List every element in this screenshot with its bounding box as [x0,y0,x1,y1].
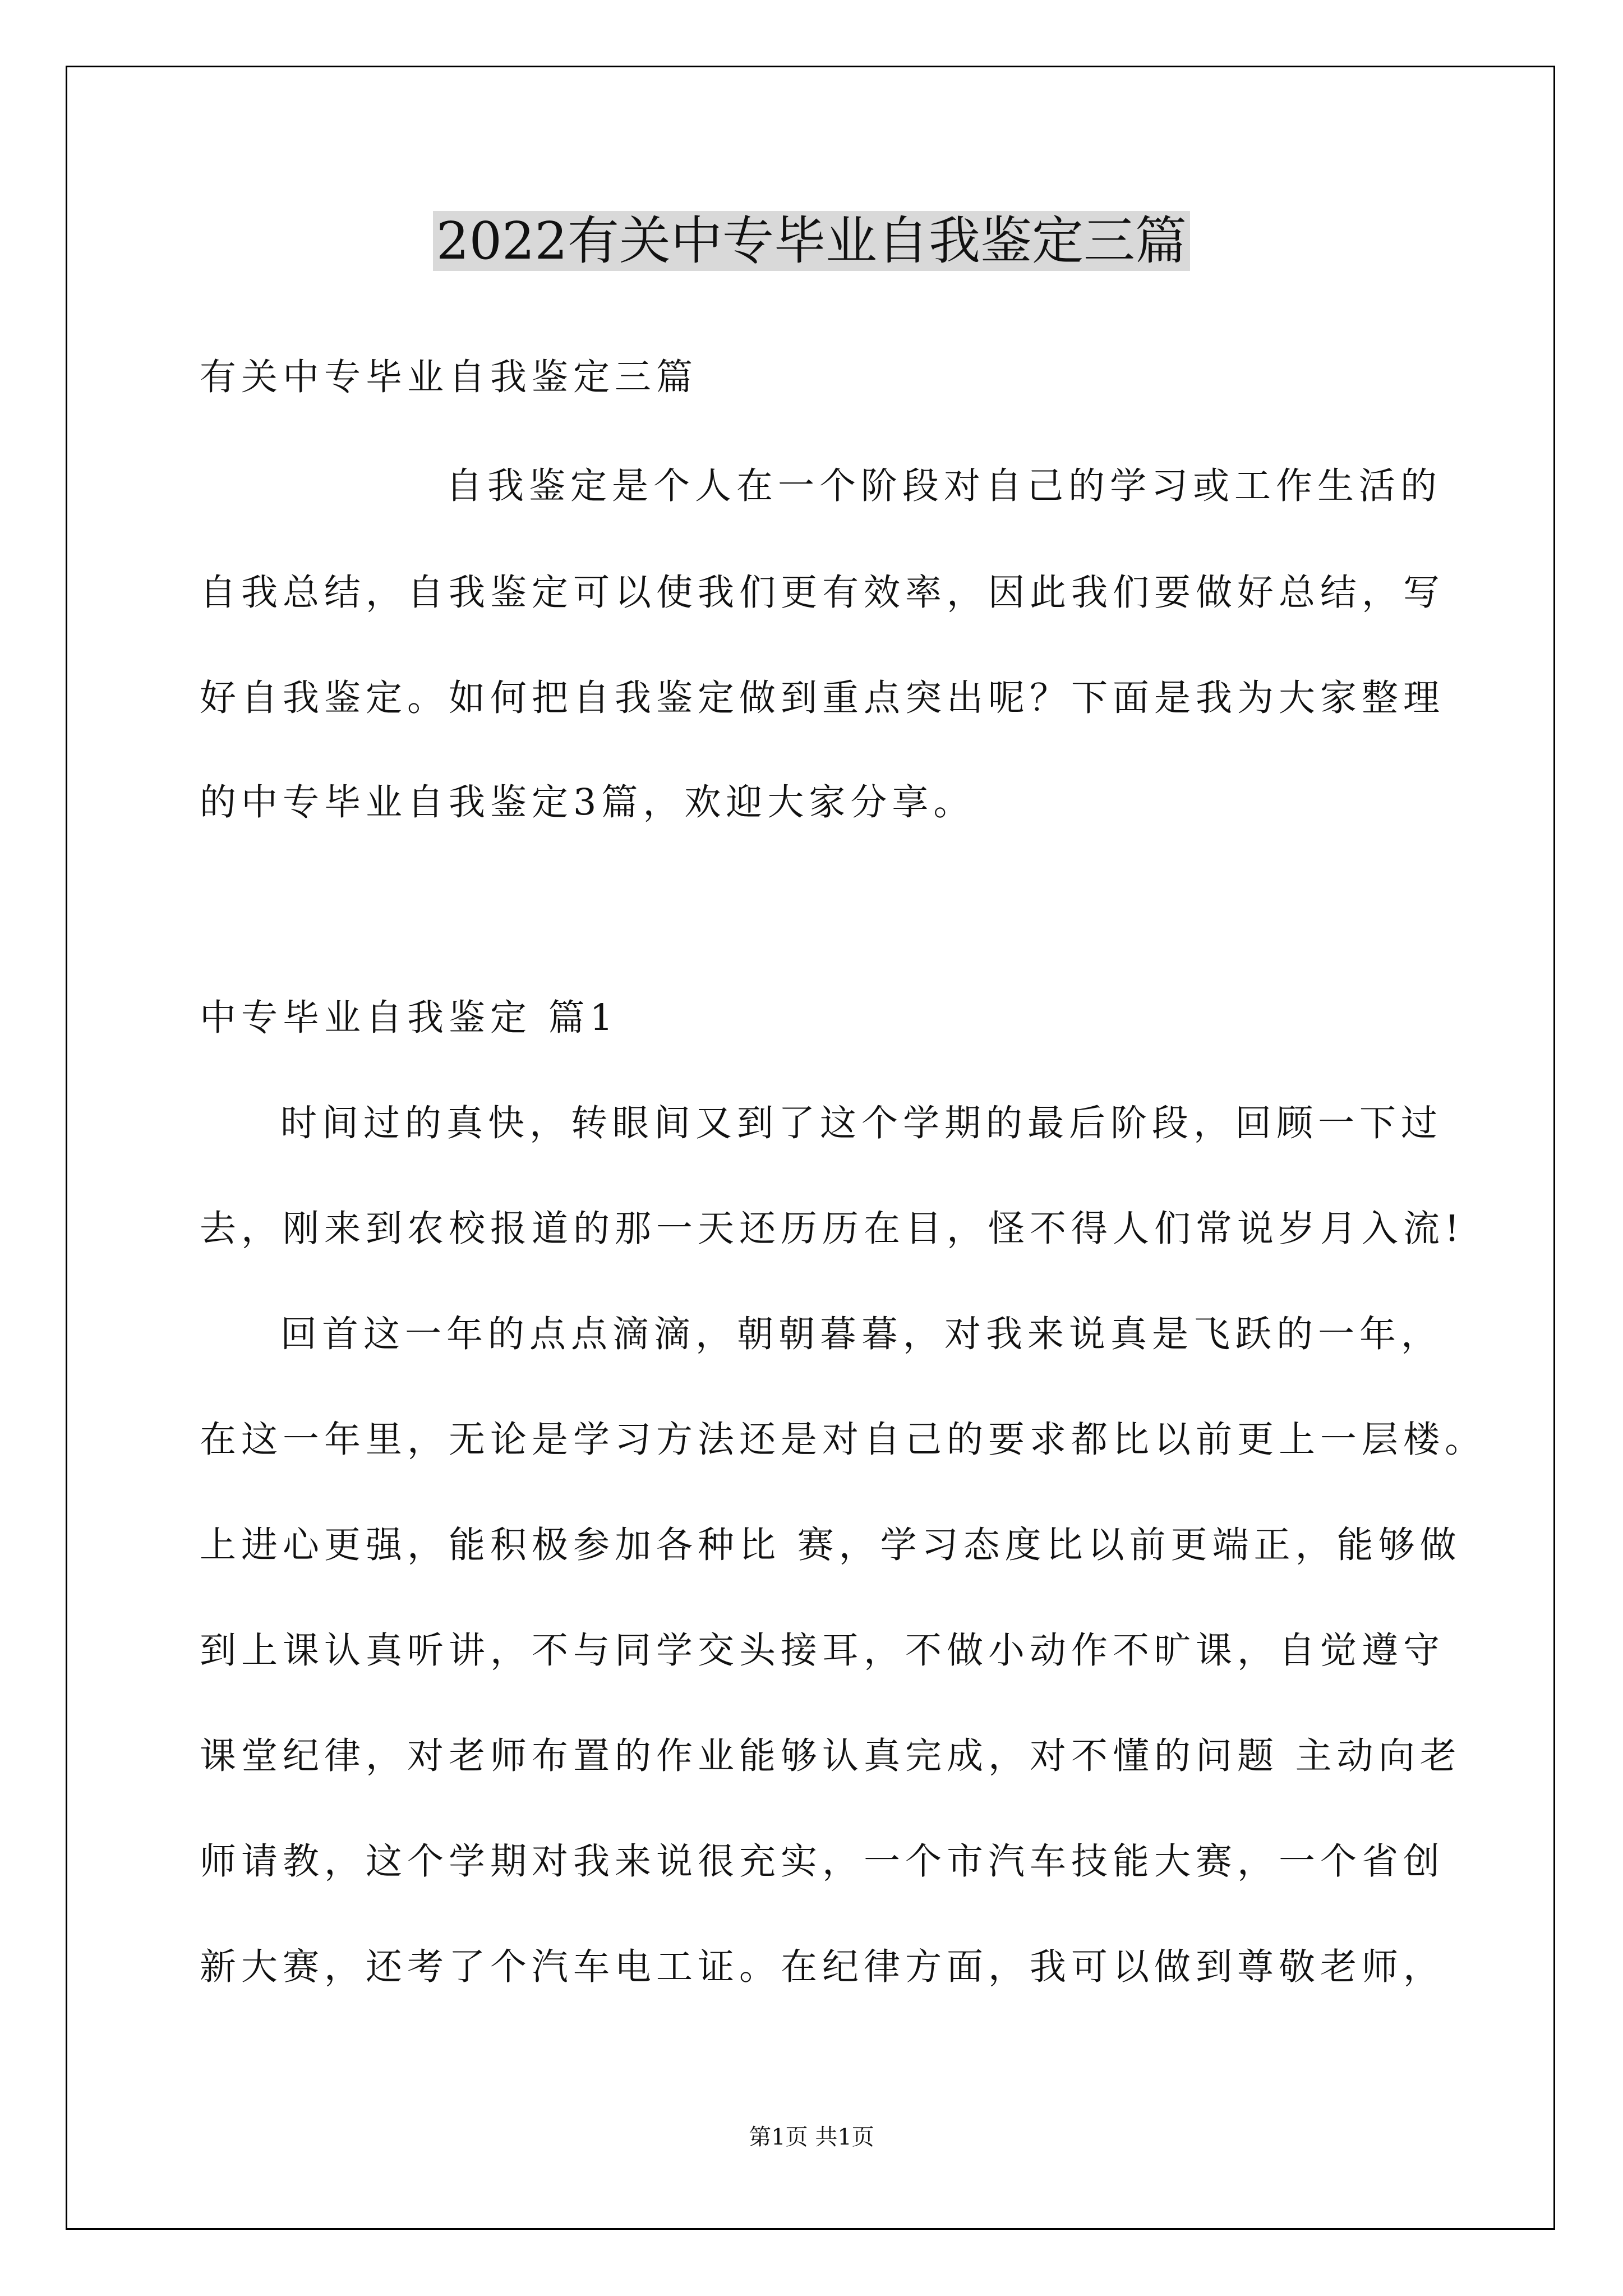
section-heading: 中专毕业自我鉴定 篇1 [200,997,619,1039]
paragraph-line: 回首这一年的点点滴滴，朝朝暮暮，对我来说真是飞跃的一年， [280,1313,1443,1355]
paragraph-line: 去，刚来到农校报道的那一天还历历在目，怪不得人们常说岁月入流! [200,1208,1465,1250]
subtitle-line: 有关中专毕业自我鉴定三篇 [200,356,698,398]
paragraph-line: 自我鉴定是个人在一个阶段对自己的学习或工作生活的 [446,465,1442,507]
paragraph-line: 上进心更强，能积极参加各种比 赛，学习态度比以前更端正，能够做 [200,1524,1461,1566]
paragraph-line: 自我总结，自我鉴定可以使我们更有效率，因此我们要做好总结，写 [200,572,1445,614]
page-footer: 第1页 共1页 [749,2124,874,2150]
paragraph-line: 在这一年里，无论是学习方法还是对自己的要求都比以前更上一层楼。 [200,1419,1487,1461]
document-title-text: 2022有关中专毕业自我鉴定三篇 [433,211,1190,271]
paragraph-line: 新大赛，还考了个汽车电工证。在纪律方面，我可以做到尊敬老师， [200,1946,1445,1988]
paragraph-line: 好自我鉴定。如何把自我鉴定做到重点突出呢？下面是我为大家整理 [200,677,1445,719]
paragraph-line: 到上课认真听讲，不与同学交头接耳，不做小动作不旷课，自觉遵守 [200,1630,1445,1672]
document-title [0,199,1623,283]
paragraph-line: 时间过的真快，转眼间又到了这个学期的最后阶段，回顾一下过 [280,1102,1443,1144]
paragraph-line: 的中专毕业自我鉴定3篇，欢迎大家分享。 [200,781,975,823]
paragraph-line: 师请教，这个学期对我来说很充实，一个市汽车技能大赛，一个省创 [200,1841,1445,1883]
paragraph-line: 课堂纪律，对老师布置的作业能够认真完成，对不懂的问题 主动向老 [200,1735,1461,1777]
